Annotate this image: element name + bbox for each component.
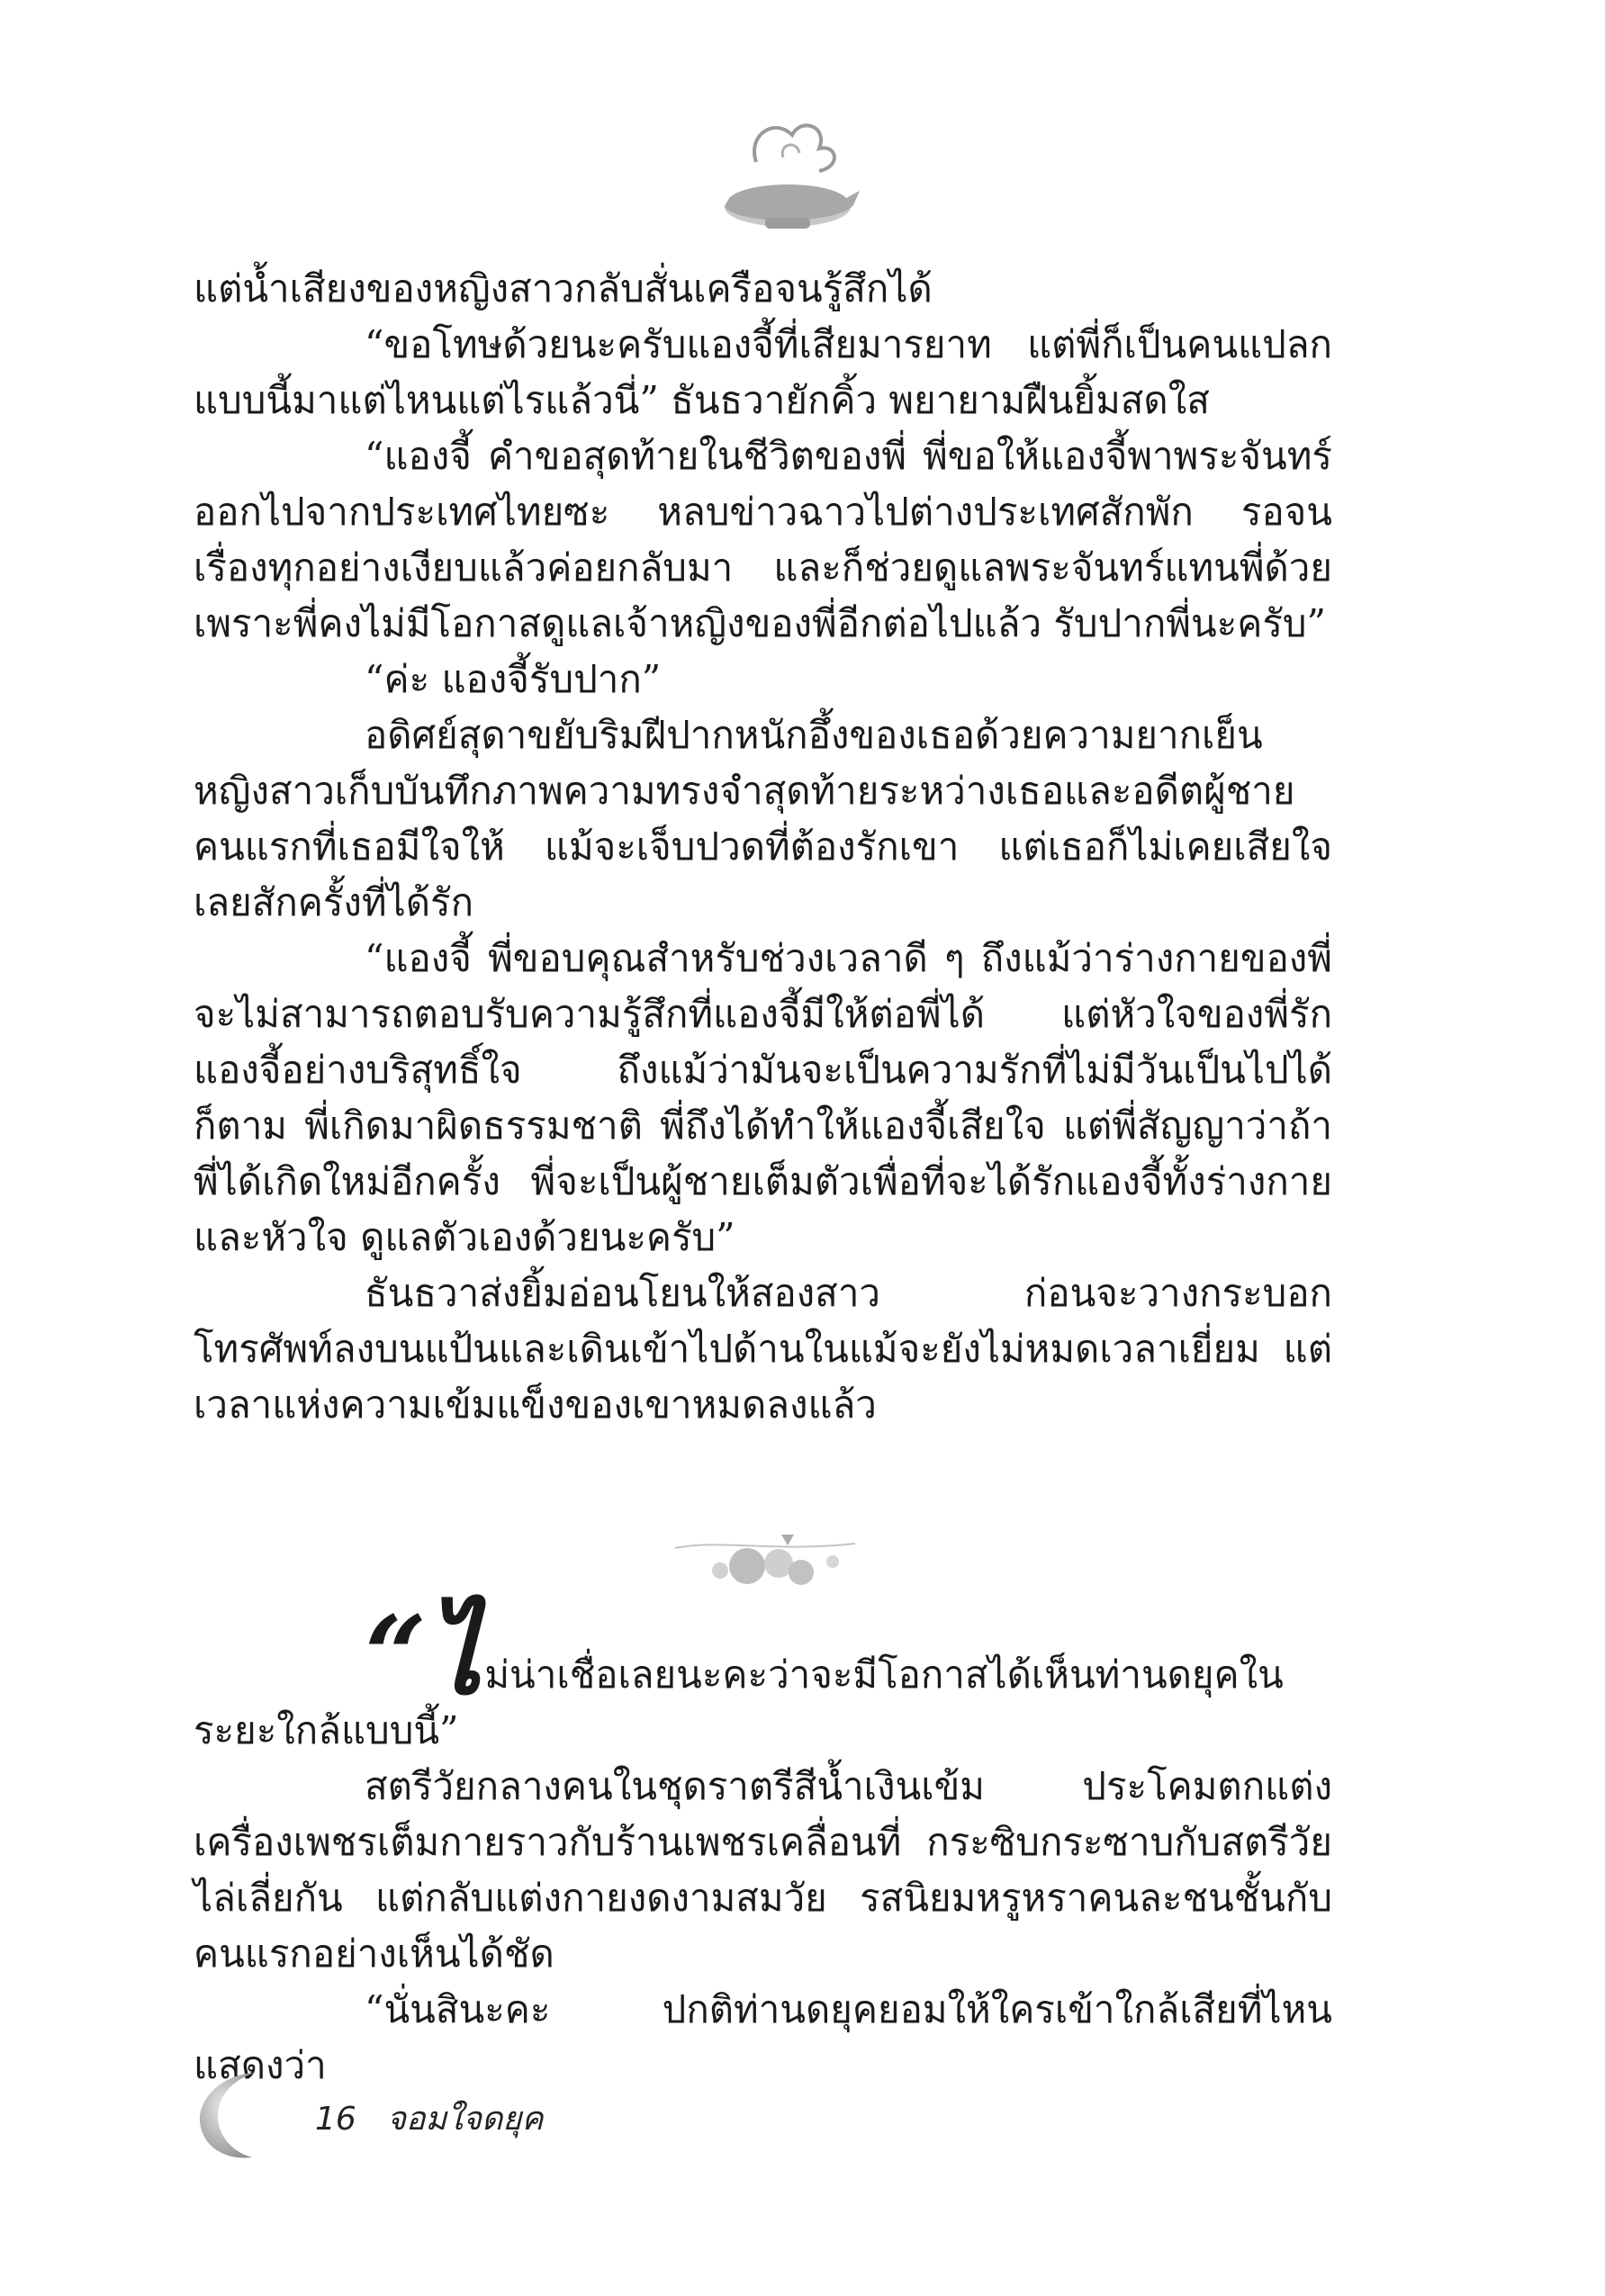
book-title: จอมใจดยุค: [386, 2101, 544, 2138]
page-number: 16: [315, 2101, 356, 2138]
paragraph: สตรีวัยกลางคนในชุดราตรีสีน้ำเงินเข้ม ประโคมตกแต่งเครื่องเพชรเต็มกายราวกับร้านเพชรเคลื่อนที่ กระซิบกระซาบกับสตรีวัยไล่เลี่ยกัน แต่กลับแต่งกายงดงามสมวัย รสนิยมหรูหราคนละชนชั้นกับคนแรกอย่างเห็นได้ชัด: [194, 1764, 1332, 1976]
paragraph: อดิศย์สุดาขยับริมฝีปากหนักอึ้งของเธอด้วยความยากเย็น หญิงสาวเก็บบันทึกภาพความทรงจำสุดท้ายระหว่างเธอและอดีตผู้ชายคนแรกที่เธอมีใจให้ แม้จะเจ็บปวดที่ต้องรักเขา แต่เธอก็ไม่เคยเสียใจเลยสักครั้งที่ได้รัก: [194, 713, 1332, 924]
paragraph: “นั่นสินะคะ ปกติท่านดยุคยอมให้ใครเข้าใกล้เสียที่ไหน แสดงว่า: [194, 1987, 1332, 2087]
dropcap-letter: “ไ: [365, 1592, 482, 1719]
paragraph: แต่น้ำเสียงของหญิงสาวกลับสั่นเครือจนรู้สึกได้: [194, 266, 933, 311]
crescent-moon-icon: [187, 2066, 286, 2165]
dropcap-paragraph: [194, 1584, 1332, 1759]
paragraph: “ขอโทษด้วยนะครับแองจี้ที่เสียมารยาท แต่พี่ก็เป็นคนแปลกแบบนี้มาแต่ไหนแต่ไรแล้วนี่” ธันธวายักคิ้ว พยายามฝืนยิ้มสดใส: [194, 322, 1332, 422]
magic-lamp-icon: [693, 108, 882, 243]
dropcap-rest: ม่น่าเชื่อเลยนะคะว่าจะมีโอกาสได้เห็นท่านดยุคในระยะใกล้แบบนี้”: [194, 1652, 1284, 1752]
page-footer: [315, 2093, 543, 2144]
paragraph: “ค่ะ แองจี้รับปาก”: [365, 657, 662, 701]
paragraph: “แองจี้ คำขอสุดท้ายในชีวิตของพี่ พี่ขอให้แองจี้พาพระจันทร์ออกไปจากประเทศไทยซะ หลบข่าวฉาวไปต่างประเทศสักพัก รอจนเรื่องทุกอย่างเงียบแล้วค่อยกลับมา และก็ช่วยดูแลพระจันทร์แทนพี่ด้วย เพราะพี่คงไม่มีโอกาสดูแลเจ้าหญิงของพี่อีกต่อไปแล้ว รับปากพี่นะครับ”: [194, 434, 1332, 645]
paragraph: ธันธวาส่งยิ้มอ่อนโยนให้สองสาว ก่อนจะวางกระบอกโทรศัพท์ลงบนแป้นและเดินเข้าไปด้านในแม้จะยังไม่หมดเวลาเยี่ยม แต่เวลาแห่งความเข้มแข็งของเขาหมดลงแล้ว: [194, 1271, 1332, 1427]
text-block-top: [194, 261, 1332, 1433]
text-block-bottom: [194, 1584, 1332, 2093]
paragraph: “แองจี้ พี่ขอบคุณสำหรับช่วงเวลาดี ๆ ถึงแม้ว่าร่างกายของพี่จะไม่สามารถตอบรับความรู้สึกที่แองจี้มีให้ต่อพี่ได้ แต่หัวใจของพี่รักแองจี้อย่างบริสุทธิ์ใจ ถึงแม้ว่ามันจะเป็นความรักที่ไม่มีวันเป็นไปได้ก็ตาม พี่เกิดมาผิดธรรมชาติ พี่ถึงได้ทำให้แองจี้เสียใจ แต่พี่สัญญาว่าถ้าพี่ได้เกิดใหม่อีกครั้ง พี่จะเป็นผู้ชายเต็มตัวเพื่อที่จะได้รักแองจี้ทั้งร่างกายและหัวใจ ดูแลตัวเองด้วยนะครับ”: [194, 936, 1332, 1259]
